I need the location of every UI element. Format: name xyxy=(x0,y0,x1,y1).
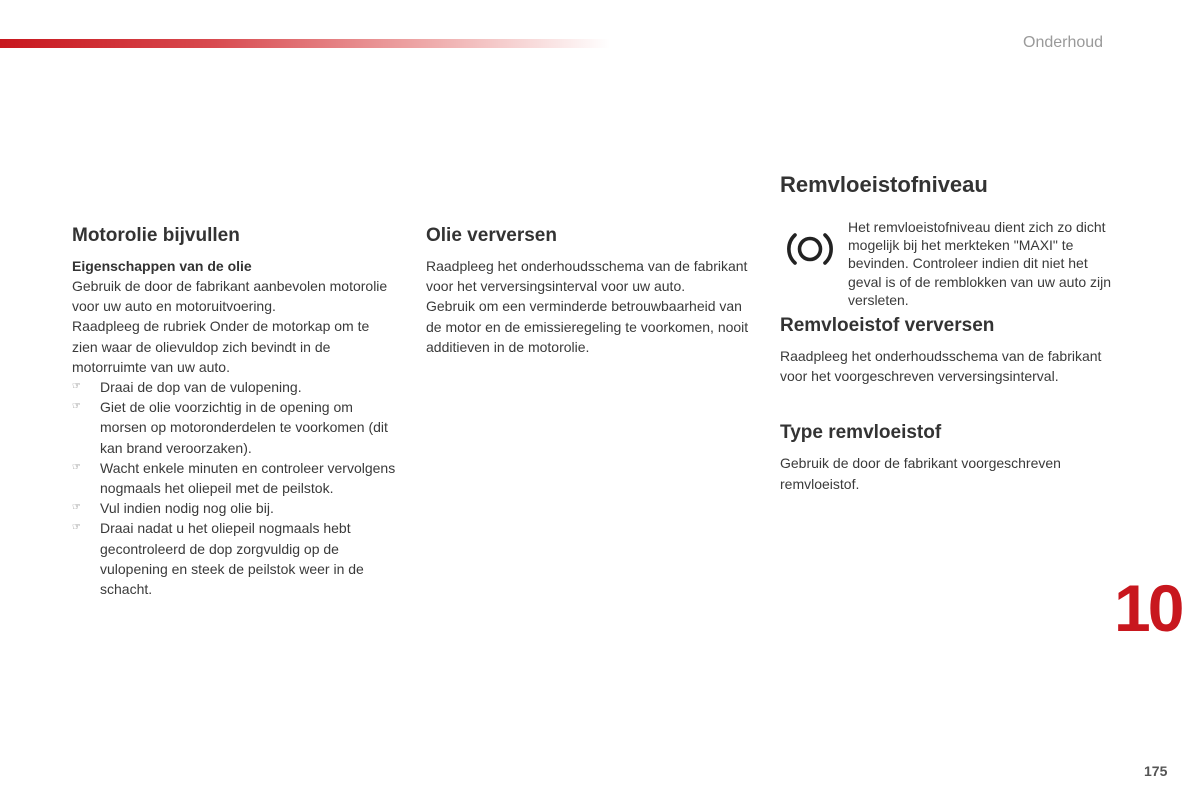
pointing-hand-icon: ☞ xyxy=(72,381,81,393)
section-title: Onderhoud xyxy=(1023,34,1104,51)
paragraph-brake-fluid-interval: Raadpleeg het onderhoudsschema van de fabrikant voor het voorgeschreven verversingsinterval. xyxy=(780,348,1102,385)
column-brake-fluid xyxy=(780,172,1115,494)
paragraph-oil-change-interval: Raadpleeg het onderhoudsschema van de fabrikant voor het verversingsinterval voor uw auto. xyxy=(426,258,748,295)
paragraph-oil-cap-location: Raadpleeg de rubriek Onder de motorkap om te zien waar de olievuldop zich bevindt in de motorruimte van uw auto. xyxy=(72,318,370,375)
paragraph-brake-fluid-type: Gebruik de door de fabrikant voorgeschreven remvloeistof. xyxy=(780,455,1061,492)
brake-level-block xyxy=(780,218,1115,313)
paragraph-oil-recommendation: Gebruik de door de fabrikant aanbevolen motorolie voor uw auto en motoruitvoering. xyxy=(72,278,388,315)
list-item: ☞ Draai nadat u het oliepeil nogmaals hebt gecontroleerd de dop zorgvuldig op de vulopening en steek de peilstok weer in de schacht. xyxy=(72,520,364,598)
header-accent-bar xyxy=(0,39,610,48)
subheading-oil-properties: Eigenschappen van de olie xyxy=(72,258,252,274)
topup-steps-list xyxy=(72,377,397,599)
list-item: ☞ Vul indien nodig nog olie bij. xyxy=(72,498,397,518)
pointing-hand-icon: ☞ xyxy=(72,502,81,514)
pointing-hand-icon: ☞ xyxy=(72,401,81,413)
paragraph-brake-level: Het remvloeistofniveau dient zich zo dicht mogelijk bij het merkteken "MAXI" te bevinden. Controleer indien dit niet het geval is of de remblokken van uw auto zijn versleten. xyxy=(848,219,1112,308)
paragraph-no-additives: Gebruik om een verminderde betrouwbaarheid van de motor en de emissieregeling te voorkomen, nooit additieven in de motorolie. xyxy=(426,298,749,355)
list-item: ☞ Draai de dop van de vulopening. xyxy=(72,377,397,397)
list-item: ☞ Giet de olie voorzichtig in de opening om morsen op motoronderdelen te voorkomen (dit kan brand veroorzaken). xyxy=(72,399,388,456)
heading-type-remvloeistof: Type remvloeistof xyxy=(780,422,942,444)
pointing-hand-icon: ☞ xyxy=(72,461,81,473)
heading-olie-verversen: Olie verversen xyxy=(426,225,557,246)
heading-motorolie-bijvullen: Motorolie bijvullen xyxy=(72,225,240,246)
column-oil-change xyxy=(426,225,756,357)
brake-warning-icon xyxy=(786,230,834,268)
heading-remvloeistof-verversen: Remvloeistof verversen xyxy=(780,315,995,336)
list-item: ☞ Wacht enkele minuten en controleer vervolgens nogmaals het oliepeil met de peilstok. xyxy=(72,459,396,497)
chapter-number: 10 xyxy=(1114,571,1182,645)
pointing-hand-icon: ☞ xyxy=(72,522,81,534)
column-oil-topup xyxy=(72,225,397,599)
heading-remvloeistofniveau: Remvloeistofniveau xyxy=(780,172,988,197)
page-number: 175 xyxy=(1144,763,1168,779)
